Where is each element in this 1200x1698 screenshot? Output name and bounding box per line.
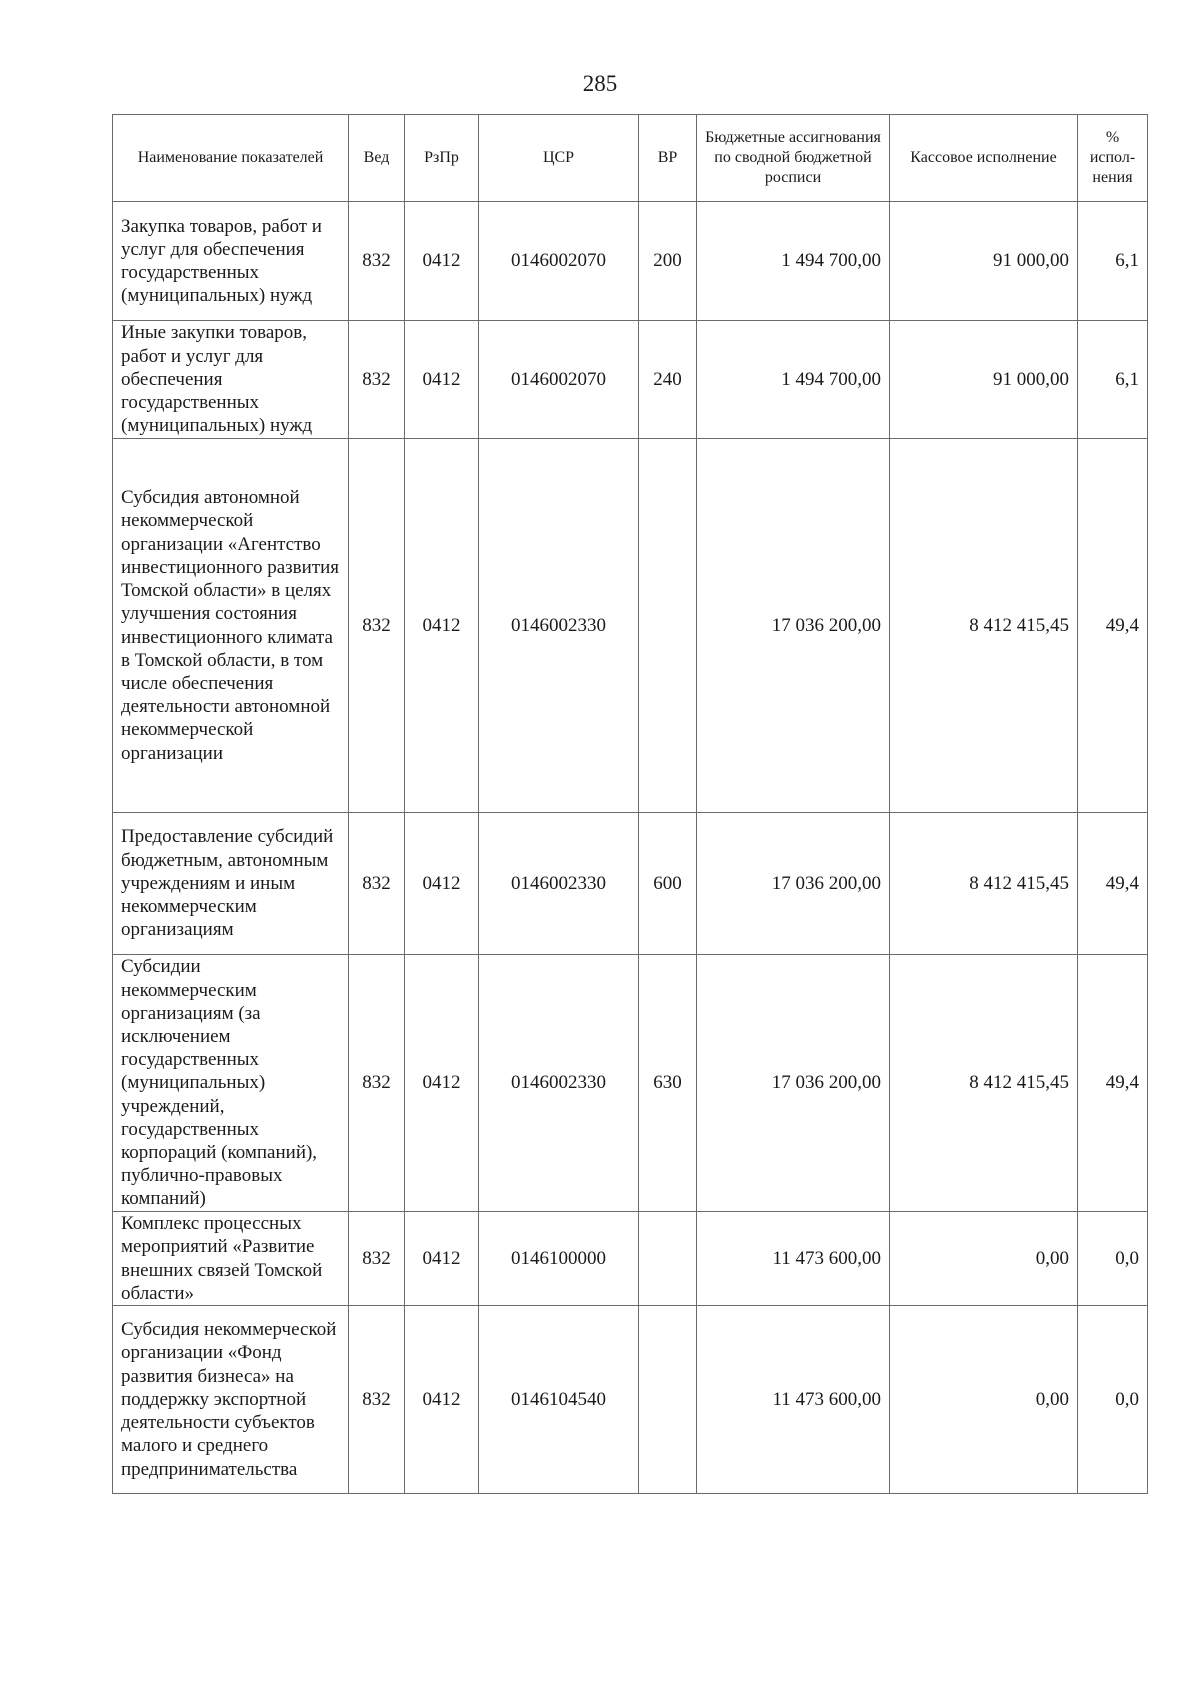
row-assigned: 11 473 600,00: [697, 1306, 890, 1494]
row-percent: 6,1: [1078, 202, 1148, 321]
column-header-csr: ЦСР: [479, 115, 639, 202]
row-rzpr: 0412: [405, 439, 479, 813]
row-ved: 832: [349, 321, 405, 439]
page-number: 285: [582, 71, 618, 96]
table-row: [113, 955, 1148, 1212]
row-vr: 240: [639, 321, 697, 439]
row-percent: 49,4: [1078, 955, 1148, 1212]
table-header-row: [113, 115, 1148, 202]
row-rzpr: 0412: [405, 1306, 479, 1494]
row-executed: 8 412 415,45: [890, 439, 1078, 813]
row-vr: [639, 439, 697, 813]
row-executed: 91 000,00: [890, 321, 1078, 439]
row-name: Предоставление субсидий бюджетным, автономным учреждениям и иным некоммерческим организациям: [113, 813, 349, 955]
row-csr: 0146002330: [479, 813, 639, 955]
row-name: Комплекс процессных мероприятий «Развитие внешних связей Томской области»: [113, 1212, 349, 1306]
table-row: [113, 321, 1148, 439]
row-ved: 832: [349, 439, 405, 813]
row-csr: 0146002330: [479, 955, 639, 1212]
table-row: [113, 1212, 1148, 1306]
column-header-ved: Вед: [349, 115, 405, 202]
row-percent: 49,4: [1078, 439, 1148, 813]
row-csr: 0146002070: [479, 321, 639, 439]
row-csr: 0146104540: [479, 1306, 639, 1494]
row-ved: 832: [349, 955, 405, 1212]
row-executed: 8 412 415,45: [890, 813, 1078, 955]
row-assigned: 1 494 700,00: [697, 202, 890, 321]
row-name: Субсидия автономной некоммерческой организации «Агентство инвестиционного развития Томской области» в целях улучшения состояния инвестиционного климата в Томской области, в том числе обеспечения деятельности автономной некоммерческой организации: [113, 439, 349, 813]
row-executed: 8 412 415,45: [890, 955, 1078, 1212]
column-header-name: Наименование показателей: [113, 115, 349, 202]
row-ved: 832: [349, 1212, 405, 1306]
budget-execution-table: [112, 114, 1148, 1494]
row-rzpr: 0412: [405, 202, 479, 321]
row-executed: 91 000,00: [890, 202, 1078, 321]
row-vr: [639, 1306, 697, 1494]
row-ved: 832: [349, 813, 405, 955]
table-row: [113, 439, 1148, 813]
row-assigned: 11 473 600,00: [697, 1212, 890, 1306]
row-percent: 6,1: [1078, 321, 1148, 439]
column-header-percent: % испол-нения: [1078, 115, 1148, 202]
row-csr: 0146002070: [479, 202, 639, 321]
row-percent: 0,0: [1078, 1212, 1148, 1306]
row-assigned: 17 036 200,00: [697, 439, 890, 813]
row-name: Субсидия некоммерческой организации «Фонд развития бизнеса» на поддержку экспортной деятельности субъектов малого и среднего предпринимательства: [113, 1306, 349, 1494]
row-assigned: 1 494 700,00: [697, 321, 890, 439]
row-executed: 0,00: [890, 1212, 1078, 1306]
row-name: Иные закупки товаров, работ и услуг для обеспечения государственных (муниципальных) нужд: [113, 321, 349, 439]
row-vr: 630: [639, 955, 697, 1212]
row-vr: 200: [639, 202, 697, 321]
column-header-rzpr: РзПр: [405, 115, 479, 202]
column-header-assigned: Бюджетные ассигнования по сводной бюджетной росписи: [697, 115, 890, 202]
row-name: Субсидии некоммерческим организациям (за исключением государственных (муниципальных) учреждений, государственных корпораций (компаний), публично-правовых компаний): [113, 955, 349, 1212]
row-rzpr: 0412: [405, 321, 479, 439]
row-rzpr: 0412: [405, 955, 479, 1212]
row-rzpr: 0412: [405, 813, 479, 955]
table-row: [113, 202, 1148, 321]
row-percent: 49,4: [1078, 813, 1148, 955]
row-csr: 0146100000: [479, 1212, 639, 1306]
row-vr: [639, 1212, 697, 1306]
table-row: [113, 1306, 1148, 1494]
row-executed: 0,00: [890, 1306, 1078, 1494]
row-assigned: 17 036 200,00: [697, 955, 890, 1212]
row-name: Закупка товаров, работ и услуг для обеспечения государственных (муниципальных) нужд: [113, 202, 349, 321]
row-ved: 832: [349, 202, 405, 321]
row-percent: 0,0: [1078, 1306, 1148, 1494]
row-rzpr: 0412: [405, 1212, 479, 1306]
row-ved: 832: [349, 1306, 405, 1494]
column-header-vr: ВР: [639, 115, 697, 202]
row-assigned: 17 036 200,00: [697, 813, 890, 955]
table-row: [113, 813, 1148, 955]
row-vr: 600: [639, 813, 697, 955]
column-header-executed: Кассовое исполнение: [890, 115, 1078, 202]
row-csr: 0146002330: [479, 439, 639, 813]
